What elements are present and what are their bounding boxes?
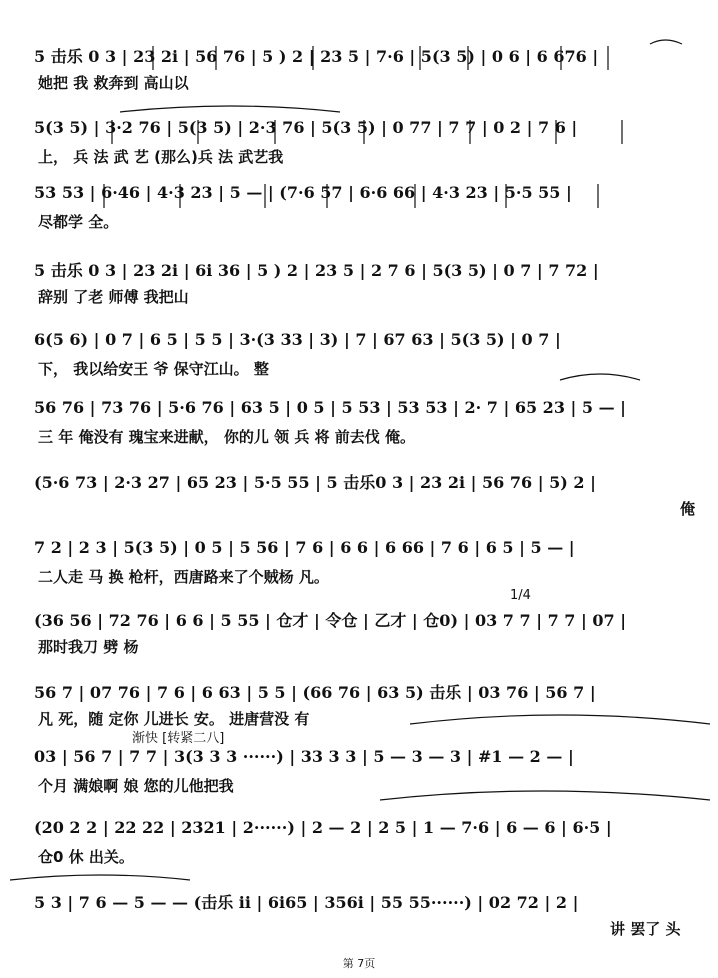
score-system <box>0 258 718 318</box>
lyric-line: 个月 满娘啊 娘 您的儿他把我 <box>38 777 234 795</box>
lyric-line: 仓0 休 出关。 <box>38 848 134 866</box>
lyric-line: 凡 死，随 定你 儿进长 安。 进唐营没 有 <box>38 710 310 728</box>
score-system <box>0 44 718 104</box>
notation-line: 56 7 | 07 76 | 7 6 | 6 63 | 5 5 | (66 76 | 63 5) 击乐 | 03 76 | 56 7 | <box>34 683 596 702</box>
lyric-line: 俺 <box>680 500 696 518</box>
lyric-line: 下， 我以给安王 爷 保守江山。 整 <box>38 360 269 378</box>
lyric-line: 上， 兵 法 武 艺 (那么)兵 法 武艺我 <box>38 148 284 166</box>
notation-line: 5 3 | 7 6 — 5 — — (击乐 ii | 6i65 | 356i | 55 55······) | 02 72 | 2 | <box>34 893 579 912</box>
score-system <box>0 818 718 878</box>
tempo-annotation: 1/4 <box>510 588 531 603</box>
score-system <box>0 588 718 668</box>
score-system <box>0 680 718 740</box>
page-footer: 第 7页 <box>342 957 376 970</box>
notation-line: 7 2 | 2 3 | 5(3 5) | 0 5 | 5 56 | 7 6 | 6 6 | 6 66 | 7 6 | 6 5 | 5 — | <box>34 538 575 557</box>
notation-line: 56 76 | 73 76 | 5·6 76 | 63 5 | 0 5 | 5 53 | 53 53 | 2· 7 | 65 23 | 5 — | <box>34 398 626 417</box>
lyric-line: 二人走 马 换 枪杆，西唐路来了个贼杨 凡。 <box>38 568 329 586</box>
notation-line: (20 2 2 | 22 22 | 2321 | 2······) | 2 — 2 | 2 5 | 1 — 7·6 | 6 — 6 | 6·5 | <box>34 818 612 837</box>
lyric-line: 那时我刀 劈 杨 <box>38 638 139 656</box>
score-system <box>0 538 718 598</box>
notation-line: 5 击乐 0 3 | 23 2i | 6i 36 | 5 ) 2 | 23 5 | 2 7 6 | 5(3 5) | 0 7 | 7 72 | <box>34 261 599 280</box>
notation-line: 5(3 5) | 3·2 76 | 5(3 5) | 2·3 76 | 5(3 5) | 0 77 | 7 7 | 0 2 | 7 6 | <box>34 118 578 137</box>
score-system <box>0 330 718 390</box>
lyric-line: 尽都学 全。 <box>38 213 119 231</box>
lyric-line: 三 年 俺没有 瑰宝来进献， 你的儿 领 兵 将 前去伐 俺。 <box>38 428 416 446</box>
score-system <box>0 118 718 178</box>
score-system <box>0 398 718 458</box>
score-system <box>0 890 718 950</box>
lyric-line: 讲 罢了 头 <box>610 920 681 938</box>
notation-line: 03 | 56 7 | 7 7 | 3(3 3 3 ······) | 33 3 3 | 5 — 3 — 3 | #1 — 2 — | <box>34 747 574 766</box>
notation-line: 6(5 6) | 0 7 | 6 5 | 5 5 | 3·(3 33 | 3) | 7 | 67 63 | 5(3 5) | 0 7 | <box>34 330 561 349</box>
lyric-line: 辞别 了老 师傅 我把山 <box>38 288 189 306</box>
score-system <box>0 731 718 807</box>
notation-line: (36 56 | 72 76 | 6 6 | 5 55 | 仓才 | 令仓 | 乙才 | 仓0) | 03 7 7 | 7 7 | 07 | <box>34 611 627 630</box>
notation-line: 5 击乐 0 3 | 23 2i | 56 76 | 5 ) 2 | 23 5 | 7·6 | 5(3 5) | 0 6 | 6 676 | <box>34 47 599 66</box>
score-system <box>0 183 718 243</box>
tempo-annotation: 渐快 [转紧二八] <box>132 731 225 746</box>
notation-line: 53 53 | 6·46 | 4·3 23 | 5 — | (7·6 57 | 6·6 66 | 4·3 23 | 5·5 55 | <box>34 183 572 202</box>
score-system <box>0 470 718 530</box>
lyric-line: 她把 我 救奔到 高山以 <box>38 74 189 92</box>
notation-line: (5·6 73 | 2·3 27 | 65 23 | 5·5 55 | 5 击乐0 3 | 23 2i | 56 76 | 5) 2 | <box>34 473 596 492</box>
